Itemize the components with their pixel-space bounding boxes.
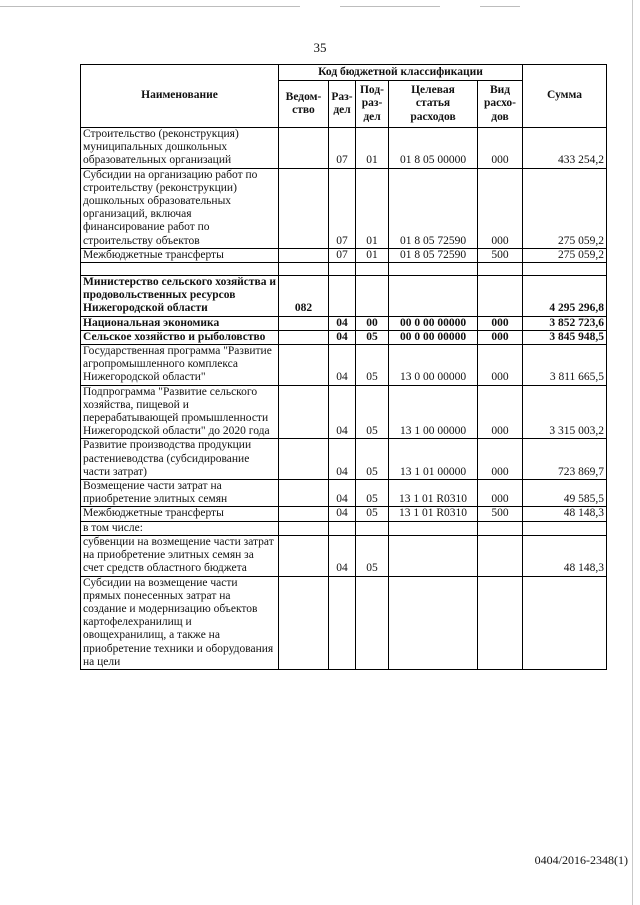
row-podrazdel: 05: [356, 535, 389, 576]
row-summa: 275 059,2: [523, 248, 607, 262]
row-razdel: 07: [329, 248, 356, 262]
row-summa: 723 869,7: [523, 439, 607, 480]
row-podrazdel: 00: [356, 316, 389, 330]
row-vedomstvo: [279, 507, 329, 521]
row-razdel: 04: [329, 480, 356, 507]
table-row: [81, 385, 607, 439]
scan-top-line-left: [0, 6, 300, 7]
row-name: в том числе:: [81, 521, 279, 535]
row-name: Строительство (реконструкция) муниципальных дошкольных образовательных организаций: [81, 128, 279, 169]
row-vid: 000: [478, 385, 523, 439]
row-razdel: 04: [329, 507, 356, 521]
row-celevaya: 01 8 05 72590: [389, 248, 478, 262]
table-row: [81, 576, 607, 669]
row-name: Межбюджетные трансферты: [81, 507, 279, 521]
row-vedomstvo: 082: [279, 276, 329, 317]
row-summa: 48 148,3: [523, 535, 607, 576]
row-celevaya: [389, 535, 478, 576]
header-classification-group: Код бюджетной классификации: [279, 65, 523, 81]
row-vid: 000: [478, 480, 523, 507]
row-podrazdel: 01: [356, 248, 389, 262]
row-razdel: 04: [329, 385, 356, 439]
row-podrazdel: 05: [356, 330, 389, 344]
table-row: [81, 330, 607, 344]
scan-right-edge: [632, 0, 633, 905]
table-row: [81, 439, 607, 480]
row-vid: [478, 576, 523, 669]
row-celevaya: [389, 521, 478, 535]
table-row: [81, 535, 607, 576]
table-row: [81, 248, 607, 262]
header-name: Наименование: [81, 65, 279, 128]
row-summa: 48 148,3: [523, 507, 607, 521]
row-summa: 433 254,2: [523, 128, 607, 169]
row-podrazdel: [356, 521, 389, 535]
row-name: [81, 263, 279, 276]
table-row: [81, 316, 607, 330]
row-vedomstvo: [279, 248, 329, 262]
row-summa: [523, 263, 607, 276]
row-vid: 500: [478, 248, 523, 262]
row-vid: [478, 276, 523, 317]
row-vid: 000: [478, 345, 523, 386]
row-name: Субсидии на организацию работ по строительству (реконструкции) дошкольных образовательных организаций, включая финансирование работ по строительству объектов: [81, 168, 279, 248]
row-summa: 3 852 723,6: [523, 316, 607, 330]
row-vedomstvo: [279, 576, 329, 669]
row-summa: 3 811 665,5: [523, 345, 607, 386]
row-vedomstvo: [279, 128, 329, 169]
row-celevaya: 13 1 01 R0310: [389, 507, 478, 521]
row-celevaya: 13 1 01 00000: [389, 439, 478, 480]
header-celevaya-statya: Целевая статья расходов: [389, 81, 478, 128]
row-celevaya: 13 0 00 00000: [389, 345, 478, 386]
row-vid: 000: [478, 316, 523, 330]
row-razdel: [329, 263, 356, 276]
scan-top-line-mid: [340, 6, 440, 7]
table-row: [81, 168, 607, 248]
table-row: [81, 521, 607, 535]
row-summa: 49 585,5: [523, 480, 607, 507]
row-name: Сельское хозяйство и рыболовство: [81, 330, 279, 344]
row-celevaya: 01 8 05 72590: [389, 168, 478, 248]
row-vedomstvo: [279, 535, 329, 576]
row-vid: [478, 521, 523, 535]
header-summa: Сумма: [523, 65, 607, 128]
row-celevaya: 00 0 00 00000: [389, 330, 478, 344]
row-celevaya: 13 1 00 00000: [389, 385, 478, 439]
row-podrazdel: [356, 576, 389, 669]
row-summa: 4 295 296,8: [523, 276, 607, 317]
row-podrazdel: 05: [356, 345, 389, 386]
row-celevaya: [389, 576, 478, 669]
row-podrazdel: 01: [356, 128, 389, 169]
row-name: Министерство сельского хозяйства и продовольственных ресурсов Нижегородской области: [81, 276, 279, 317]
row-razdel: 04: [329, 316, 356, 330]
row-name: Государственная программа "Развитие агропромышленного комплекса Нижегородской области": [81, 345, 279, 386]
budget-table: [80, 64, 607, 670]
row-razdel: 04: [329, 439, 356, 480]
row-vedomstvo: [279, 480, 329, 507]
row-name: Межбюджетные трансферты: [81, 248, 279, 262]
row-razdel: [329, 576, 356, 669]
document-id: 0404/2016-2348(1): [534, 853, 628, 867]
row-vid: 000: [478, 330, 523, 344]
row-vid: [478, 535, 523, 576]
row-podrazdel: [356, 276, 389, 317]
table-row: [81, 128, 607, 169]
header-podrazdel: Под- раз- дел: [356, 81, 389, 128]
row-vedomstvo: [279, 439, 329, 480]
table-row: [81, 507, 607, 521]
row-name: Возмещение части затрат на приобретение элитных семян: [81, 480, 279, 507]
row-vedomstvo: [279, 521, 329, 535]
row-podrazdel: 05: [356, 507, 389, 521]
row-name: Подпрограмма "Развитие сельского хозяйства, пищевой и перерабатывающей промышленности Нижегородской области" до 2020 года: [81, 385, 279, 439]
row-razdel: [329, 521, 356, 535]
row-vedomstvo: [279, 385, 329, 439]
row-summa: [523, 521, 607, 535]
row-name: Национальная экономика: [81, 316, 279, 330]
row-celevaya: [389, 276, 478, 317]
row-razdel: 04: [329, 535, 356, 576]
row-podrazdel: 05: [356, 439, 389, 480]
row-celevaya: 13 1 01 R0310: [389, 480, 478, 507]
table-row: [81, 276, 607, 317]
row-name: Субсидии на возмещение части прямых понесенных затрат на создание и модернизацию объектов картофелехранилищ и овощехранилищ, а также на приобретение техники и оборудования на цели: [81, 576, 279, 669]
row-summa: 3 845 948,5: [523, 330, 607, 344]
row-vedomstvo: [279, 330, 329, 344]
row-podrazdel: 05: [356, 480, 389, 507]
row-razdel: 04: [329, 345, 356, 386]
row-podrazdel: 05: [356, 385, 389, 439]
row-vid: [478, 263, 523, 276]
row-vedomstvo: [279, 168, 329, 248]
row-razdel: [329, 276, 356, 317]
header-razdel: Раз- дел: [329, 81, 356, 128]
row-podrazdel: 01: [356, 168, 389, 248]
row-name: Развитие производства продукции растениеводства (субсидирование части затрат): [81, 439, 279, 480]
row-razdel: 07: [329, 128, 356, 169]
row-vedomstvo: [279, 263, 329, 276]
row-vid: 000: [478, 128, 523, 169]
row-vid: 000: [478, 439, 523, 480]
table-row: [81, 345, 607, 386]
header-vedomstvo: Ведом- ство: [279, 81, 329, 128]
row-vedomstvo: [279, 345, 329, 386]
row-vid: 500: [478, 507, 523, 521]
row-podrazdel: [356, 263, 389, 276]
row-celevaya: 00 0 00 00000: [389, 316, 478, 330]
row-razdel: 04: [329, 330, 356, 344]
header-vid-rashodov: Вид расхо- дов: [478, 81, 523, 128]
row-name: субвенции на возмещение части затрат на приобретение элитных семян за счет средств областного бюджета: [81, 535, 279, 576]
row-celevaya: [389, 263, 478, 276]
page-number: 35: [313, 40, 327, 55]
row-vid: 000: [478, 168, 523, 248]
row-vedomstvo: [279, 316, 329, 330]
row-summa: 3 315 003,2: [523, 385, 607, 439]
table-row-empty: [81, 263, 607, 276]
table-row: [81, 480, 607, 507]
row-summa: 275 059,2: [523, 168, 607, 248]
row-celevaya: 01 8 05 00000: [389, 128, 478, 169]
scan-top-line-right: [480, 6, 520, 7]
row-razdel: 07: [329, 168, 356, 248]
row-summa: [523, 576, 607, 669]
